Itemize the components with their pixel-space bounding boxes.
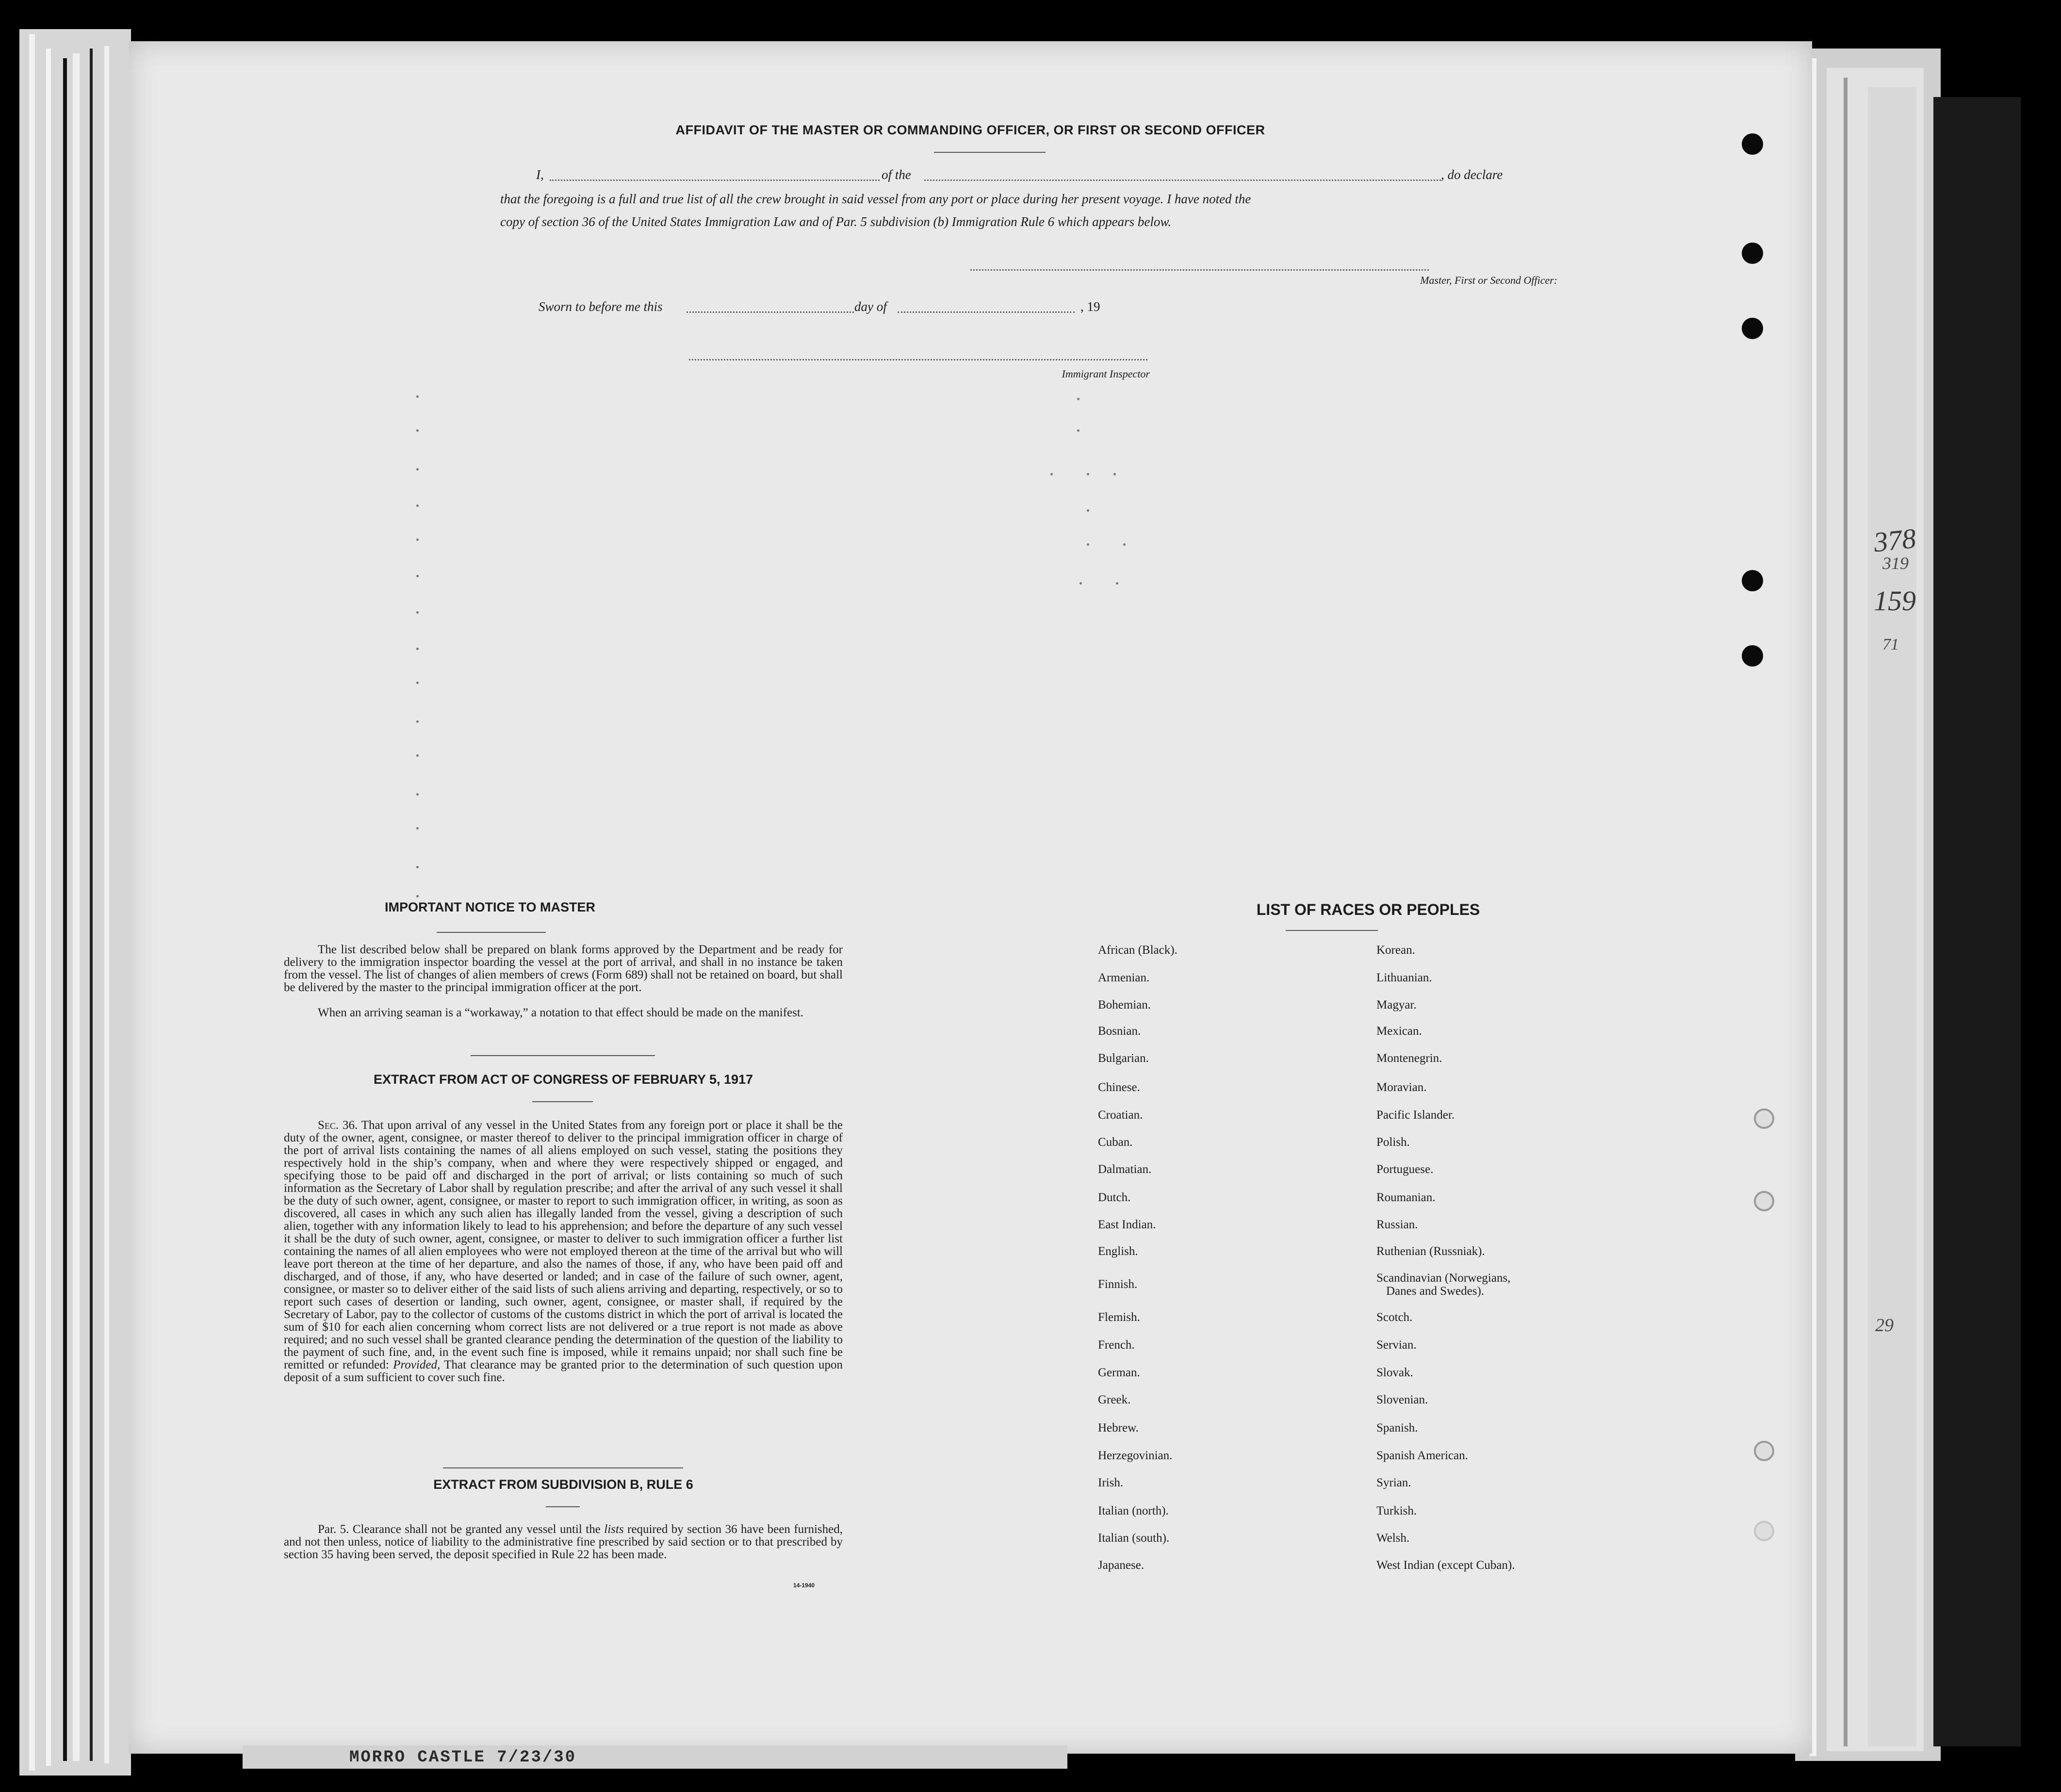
race-item: Polish. [1376, 1136, 1410, 1149]
race-item: Russian. [1376, 1218, 1418, 1231]
race-item: Flemish. [1098, 1311, 1140, 1324]
race-item: Finnish. [1098, 1278, 1138, 1291]
race-item: Greek. [1098, 1393, 1131, 1406]
race-item: Armenian. [1098, 971, 1150, 984]
inspector-caption: Immigrant Inspector [1062, 368, 1150, 380]
race-item: Lithuanian. [1376, 971, 1432, 984]
margin-note: 378 [1872, 522, 1918, 558]
section-text-end: That clearance may be granted prior to the determination of such question upon deposit of a sum sufficient to cover such fine. [284, 1358, 843, 1384]
extract-act-title: EXTRACT FROM ACT OF CONGRESS OF FEBRUARY 5, 1917 [373, 1072, 753, 1087]
race-item: Scotch. [1376, 1311, 1413, 1324]
race-item: Moravian. [1376, 1081, 1427, 1094]
punch-ring [1754, 1108, 1774, 1129]
race-item: Magyar. [1376, 998, 1417, 1011]
inspector-signature-line[interactable] [689, 359, 1147, 360]
margin-note: 71 [1882, 635, 1899, 653]
punch-hole [1742, 318, 1763, 339]
punch-hole [1742, 645, 1763, 667]
races-title: LIST OF RACES OR PEOPLES [1256, 901, 1480, 918]
race-item: African (Black). [1098, 944, 1178, 957]
race-item: Slovak. [1376, 1366, 1413, 1379]
affidavit-of-the: of the [882, 167, 911, 182]
race-item: Korean. [1376, 944, 1415, 957]
officer-signature-line[interactable] [970, 269, 1429, 271]
race-item: Croatian. [1098, 1108, 1143, 1122]
race-item: Hebrew. [1098, 1421, 1139, 1434]
race-item: Danes and Swedes). [1386, 1285, 1485, 1298]
race-item: Ruthenian (Russniak). [1376, 1245, 1485, 1258]
sworn-month-blank[interactable] [898, 311, 1075, 313]
affidavit-i-label: I, [536, 167, 544, 182]
punch-ring [1754, 1521, 1774, 1541]
race-item: Turkish. [1376, 1504, 1417, 1517]
race-item: Spanish American. [1376, 1449, 1468, 1462]
notice-paragraph-1: The list described below shall be prepared on blank forms approved by the Department and be ready for delivery to the immigration inspector boarding the vessel at the port of arrival, and shall in no instance be taken from the vessel. The list of changes of alien members of crews (Form 689) shall not be retained on board, but shall be delivered by the master to the principal immigration officer at the port. [284, 943, 843, 994]
race-item: Dutch. [1098, 1191, 1131, 1204]
margin-note: 159 [1874, 585, 1916, 617]
margin-note: 319 [1882, 554, 1909, 573]
extract-rule-title: EXTRACT FROM SUBDIVISION B, RULE 6 [433, 1477, 693, 1492]
race-item: Welsh. [1376, 1531, 1410, 1545]
sworn-year-prefix: , 19 [1080, 299, 1100, 314]
officer-signature-caption: Master, First or Second Officer: [1420, 274, 1557, 286]
extract-act-text [284, 1119, 843, 1384]
sworn-day-blank[interactable] [687, 311, 854, 313]
title-divider [934, 152, 1046, 153]
punch-hole [1742, 243, 1763, 264]
form-number: 14-1940 [793, 1582, 815, 1589]
race-item: Italian (south). [1098, 1531, 1170, 1545]
section-label: Sec. 36. [318, 1119, 358, 1132]
race-item: Irish. [1098, 1476, 1124, 1489]
punch-ring [1754, 1191, 1774, 1211]
race-item: Mexican. [1376, 1025, 1422, 1038]
race-item: Syrian. [1376, 1476, 1411, 1489]
race-item: Montenegrin. [1376, 1052, 1442, 1065]
race-item: Pacific Islander. [1376, 1108, 1455, 1122]
affidavit-title: AFFIDAVIT OF THE MASTER OR COMMANDING OFFICER, OR FIRST OR SECOND OFFICER [675, 123, 1265, 137]
sworn-label: Sworn to before me this [539, 299, 663, 314]
race-item: Italian (north). [1098, 1504, 1169, 1517]
race-item: Japanese. [1098, 1559, 1145, 1572]
margin-note: 29 [1875, 1315, 1894, 1336]
race-item: Portuguese. [1376, 1163, 1434, 1176]
bottom-label: MORRO CASTLE 7/23/30 [349, 1748, 577, 1767]
race-item: Slovenian. [1376, 1393, 1428, 1406]
race-item: Bohemian. [1098, 998, 1151, 1011]
affidavit-line-2: that the foregoing is a full and true list of all the crew brought in said vessel from any port or place during her present voyage. I have noted the [500, 192, 1251, 206]
race-item: Herzegovinian. [1098, 1449, 1173, 1462]
race-item: Cuban. [1098, 1136, 1133, 1149]
race-item: Bulgarian. [1098, 1052, 1149, 1065]
punch-ring [1754, 1441, 1774, 1461]
race-item: English. [1098, 1245, 1138, 1258]
punch-hole [1742, 133, 1763, 155]
vessel-blank[interactable] [924, 179, 1441, 181]
race-item: Scandinavian (Norwegians, [1376, 1271, 1511, 1285]
race-item: Bosnian. [1098, 1025, 1141, 1038]
section-text: That upon arrival of any vessel in the United States from any foreign port or place it shall be the duty of the owner, agent, consignee, or master thereof to deliver to the principal immigration officer in charge of the port of arrival lists containing the names of all aliens employed on such vessel, stating the positions they respectively hold in the ship’s company, when and where they were respectively shipped or engaged, and specifying those to be paid off and discharged in the port of arrival; or lists containing so much of such information as the Secretary of Labor shall by regulation prescribe; and after the arrival of any such vessel it shall be the duty of such owner, agent, consignee, or master to report to such immigration officer, in writing, as soon as discovered, all cases in which any such alien has illegally landed from the vessel, giving a description of such alien, together with any information likely to lead to his apprehension; and before the departure of any such vessel it shall be the duty of such owner, agent, consignee, or master to deliver to such immigration officer a further list containing the names of all alien employees who were not employed thereon at the time of the arrival but who will leave port thereon at the time of her departure, and also the names of those, if any, who have been paid off and discharged, and of those, if any, who have deserted or landed; and in case of the failure of such owner, agent, consignee, or master so to deliver either of the said lists of such aliens arriving and departing, respectively, or so to report such cases of desertion or landing, such owner, agent, consignee, or master shall, if required by the Secretary of Labor, pay to the collector of customs of the customs district in which the port of arrival is located the sum of $10 for each alien concerning whom correct lists are not delivered or a true report is not made as above required; and no such vessel shall be granted clearance pending the determination of the question of the liability to the payment of such fine, and, in the event such fine is imposed, while it remains unpaid; nor shall such fine be remitted or refunded: [284, 1119, 843, 1371]
sworn-day-of: day of [854, 299, 887, 314]
race-item: German. [1098, 1366, 1140, 1379]
race-item: Spanish. [1376, 1421, 1418, 1434]
provided-word: Provided, [393, 1358, 441, 1371]
race-item: Servian. [1376, 1338, 1417, 1352]
affidavit-do-declare: , do declare [1441, 167, 1503, 182]
race-item: Roumanian. [1376, 1191, 1436, 1204]
affidavit-line-3: copy of section 36 of the United States Immigration Law and of Par. 5 subdivision (b) Immigration Rule 6 which appears below. [500, 214, 1172, 229]
form-page [129, 41, 1812, 1754]
notice-paragraph-2: When an arriving seaman is a “workaway,” a notation to that effect should be made on the manifest. [318, 1006, 804, 1019]
race-item: Chinese. [1098, 1081, 1140, 1094]
race-item: French. [1098, 1338, 1135, 1352]
name-blank[interactable] [550, 179, 880, 181]
race-item: West Indian (except Cuban). [1376, 1559, 1515, 1572]
race-item: Dalmatian. [1098, 1163, 1152, 1176]
race-item: East Indian. [1098, 1218, 1156, 1231]
extract-rule-text: Par. 5. Clearance shall not be granted any vessel until the lists required by section 36 have been furnished, and not then unless, notice of liability to the administrative fine prescribed by said section or to that prescribed by section 35 having been served, the deposit specified in Rule 22 has been made. [284, 1523, 843, 1561]
punch-hole [1742, 570, 1763, 591]
notice-title: IMPORTANT NOTICE TO MASTER [385, 900, 595, 914]
